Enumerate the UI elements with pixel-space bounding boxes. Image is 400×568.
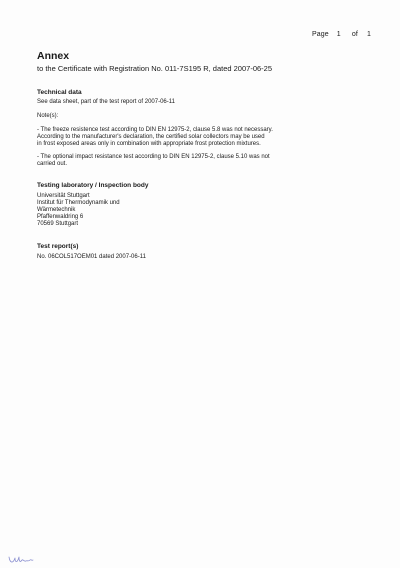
address-line: Pfaffenwaldring 6: [37, 214, 84, 220]
laboratory-address: [37, 193, 367, 228]
page-label: Page: [312, 31, 329, 38]
annex-subtitle: to the Certificate with Registration No. 011-7S195 R, dated 2007-06-25: [37, 64, 272, 73]
test-report-number: No. 06COL517OEM01 dated 2007-06-11: [37, 254, 146, 260]
technical-data-heading: Technical data: [37, 89, 82, 96]
address-line: Universität Stuttgart: [37, 193, 90, 199]
notes-label: Note(s):: [37, 113, 59, 119]
address-line: Institut für Thermodynamik und: [37, 200, 120, 206]
page-total: 1: [366, 31, 371, 38]
page-current: 1: [336, 31, 341, 38]
testing-laboratory-section: [37, 182, 367, 228]
page-number: [312, 31, 371, 38]
testing-laboratory-heading: Testing laboratory / Inspection body: [37, 182, 149, 189]
test-reports-heading: Test report(s): [37, 243, 79, 250]
note-item-1: - The freeze resistence test according to DIN EN 12975-2, clause 5.8 was not necessary. According to the manufacturer's declaration, the certified solar collectors may be used in frost exposed areas only in combination with appropriate frost protection mixtures.: [37, 127, 273, 147]
test-reports-section: [37, 243, 367, 261]
address-line: Wärmetechnik: [37, 207, 76, 213]
technical-data-section: [37, 89, 367, 168]
technical-data-text: See data sheet, part of the test report of 2007-06-11: [37, 99, 175, 105]
handwritten-initials: [8, 554, 34, 566]
annex-title: Annex: [37, 50, 70, 62]
address-line: 70569 Stuttgart: [37, 221, 79, 227]
annex-content: [37, 50, 367, 261]
note-item-2: - The optional impact resistance test according to DIN EN 12975-2, clause 5.10 was not carried out.: [37, 154, 270, 167]
page-of-label: of: [351, 31, 358, 38]
